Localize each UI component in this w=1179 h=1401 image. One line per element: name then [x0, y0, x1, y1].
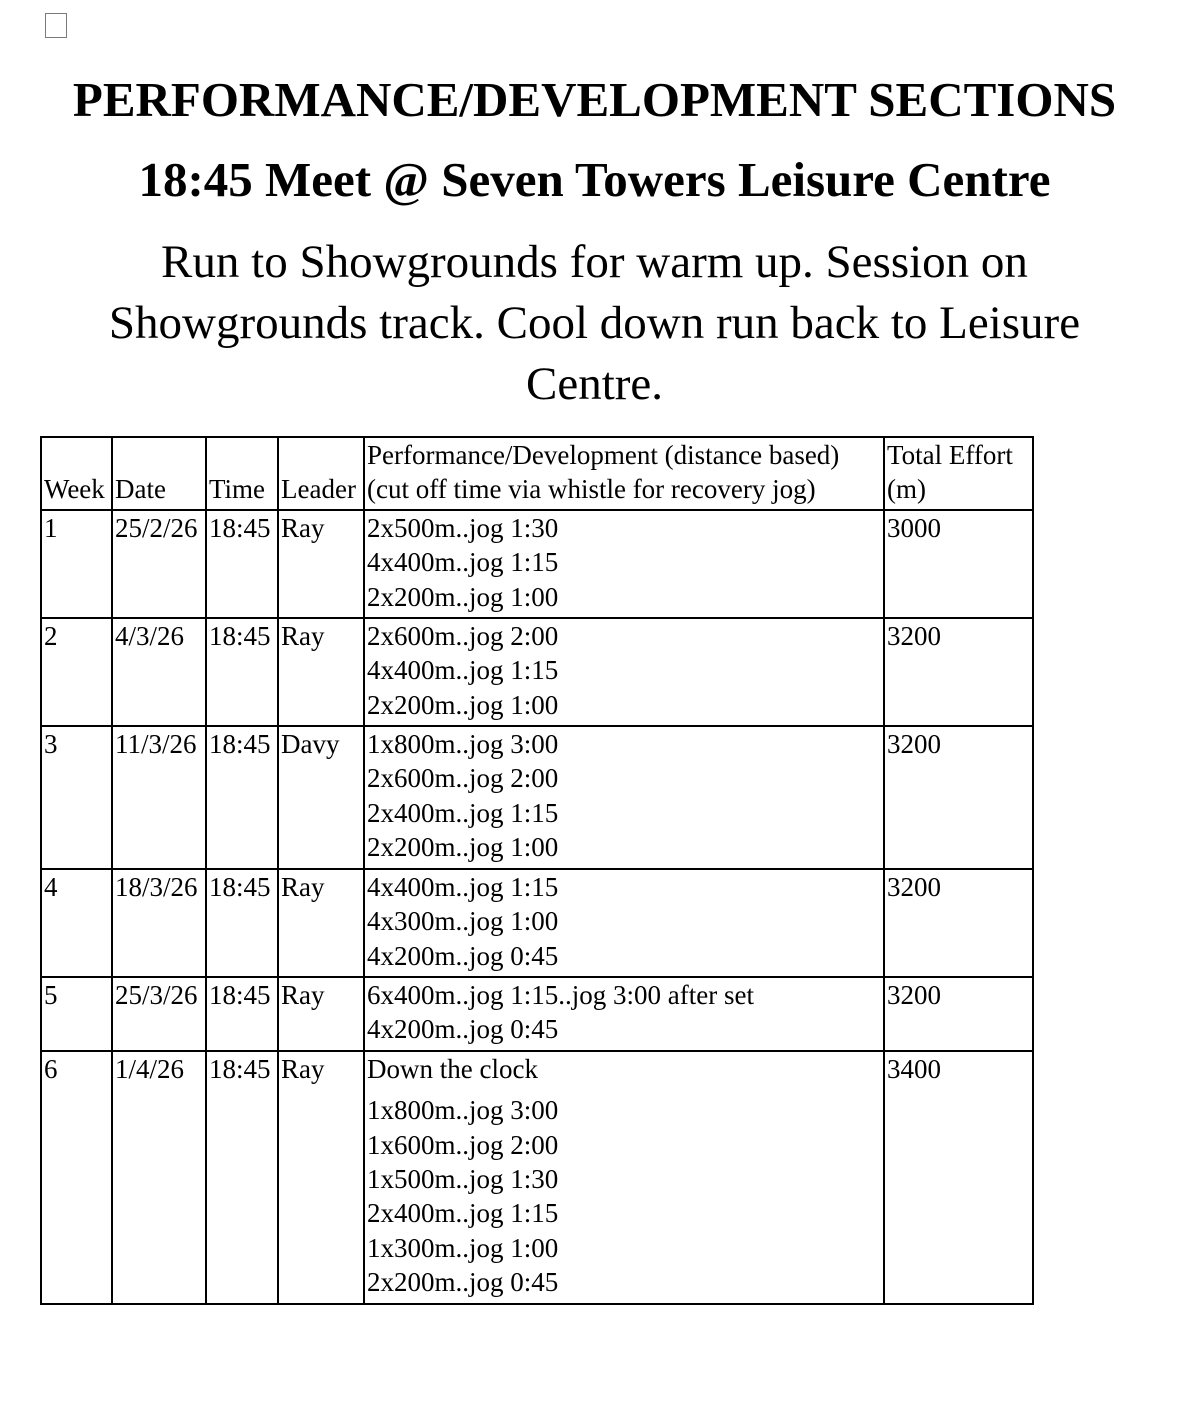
table-row	[41, 977, 1033, 1051]
session-line: 4x300m..jog 1:00	[367, 906, 559, 937]
cell-week: 2	[41, 618, 112, 726]
cell-leader: Ray	[278, 618, 364, 726]
cell-leader: Ray	[278, 869, 364, 977]
cell-session	[364, 977, 884, 1051]
header-week: Week	[41, 437, 112, 510]
header-time: Time	[206, 437, 278, 510]
cell-total-effort: 3200	[884, 726, 1033, 869]
header-total-effort	[884, 437, 1033, 510]
cell-total-effort: 3400	[884, 1051, 1033, 1304]
cell-total-effort: 3200	[884, 869, 1033, 977]
cell-time: 18:45	[206, 726, 278, 869]
cell-time: 18:45	[206, 977, 278, 1051]
cell-total-effort: 3200	[884, 977, 1033, 1051]
session-line: 2x400m..jog 1:15	[367, 797, 559, 828]
session-line: 4x400m..jog 1:15	[367, 547, 559, 578]
session-line: 4x400m..jog 1:15	[367, 655, 559, 686]
session-line: 1x800m..jog 3:00	[367, 728, 559, 759]
cell-session	[364, 1051, 884, 1304]
cell-session	[364, 869, 884, 977]
document-checkbox[interactable]	[45, 13, 67, 38]
page-title: PERFORMANCE/DEVELOPMENT SECTIONS	[72, 72, 1117, 127]
cell-week: 1	[41, 510, 112, 618]
table-row	[41, 618, 1033, 726]
session-line: 1x500m..jog 1:30	[367, 1164, 559, 1195]
cell-date: 1/4/26	[112, 1051, 206, 1304]
session-line: 2x400m..jog 1:15	[367, 1198, 559, 1229]
session-heading: Down the clock	[367, 1053, 538, 1084]
cell-week: 5	[41, 977, 112, 1051]
cell-session	[364, 510, 884, 618]
table-row	[41, 869, 1033, 977]
session-description: Run to Showgrounds for warm up. Session on Showgrounds track. Cool down run back to Leisure Centre.	[108, 236, 1081, 410]
table-row	[41, 1051, 1033, 1304]
cell-time: 18:45	[206, 618, 278, 726]
header-date: Date	[112, 437, 206, 510]
cell-time: 18:45	[206, 510, 278, 618]
cell-week: 4	[41, 869, 112, 977]
header-effort-line1: Total Effort	[887, 440, 1013, 470]
cell-leader: Ray	[278, 1051, 364, 1304]
cell-time: 18:45	[206, 869, 278, 977]
header-session	[364, 437, 884, 510]
session-line: 2x600m..jog 2:00	[367, 763, 559, 794]
cell-total-effort: 3000	[884, 510, 1033, 618]
session-line: 4x200m..jog 0:45	[367, 940, 559, 971]
schedule-table	[40, 436, 1034, 1305]
session-line: 1x800m..jog 3:00	[367, 1095, 559, 1126]
session-line: 2x600m..jog 2:00	[367, 620, 559, 651]
cell-leader: Ray	[278, 977, 364, 1051]
cell-time: 18:45	[206, 1051, 278, 1304]
session-line: 1x300m..jog 1:00	[367, 1232, 559, 1263]
cell-leader: Ray	[278, 510, 364, 618]
session-line: 2x200m..jog 1:00	[367, 832, 559, 863]
table-row	[41, 510, 1033, 618]
cell-session	[364, 726, 884, 869]
meeting-subtitle: 18:45 Meet @ Seven Towers Leisure Centre	[138, 152, 1051, 207]
table-row	[41, 726, 1033, 869]
session-line: 2x200m..jog 1:00	[367, 581, 559, 612]
cell-week: 6	[41, 1051, 112, 1304]
cell-date: 25/2/26	[112, 510, 206, 618]
cell-leader: Davy	[278, 726, 364, 869]
cell-total-effort: 3200	[884, 618, 1033, 726]
session-line: 2x500m..jog 1:30	[367, 512, 559, 543]
header-session-line2: (cut off time via whistle for recovery jog)	[367, 474, 816, 505]
cell-session	[364, 618, 884, 726]
table-header-row	[41, 437, 1033, 510]
session-line: 2x200m..jog 1:00	[367, 689, 559, 720]
header-session-line1: Performance/Development (distance based)	[367, 440, 840, 470]
cell-date: 4/3/26	[112, 618, 206, 726]
session-line: 6x400m..jog 1:15..jog 3:00 after set	[367, 979, 754, 1010]
cell-date: 25/3/26	[112, 977, 206, 1051]
cell-week: 3	[41, 726, 112, 869]
session-line: 4x200m..jog 0:45	[367, 1014, 559, 1045]
header-leader: Leader	[278, 437, 364, 510]
session-line: 1x600m..jog 2:00	[367, 1129, 559, 1160]
session-line: 4x400m..jog 1:15	[367, 871, 559, 902]
session-line: 2x200m..jog 0:45	[367, 1267, 559, 1298]
cell-date: 11/3/26	[112, 726, 206, 869]
cell-date: 18/3/26	[112, 869, 206, 977]
header-effort-line2: (m)	[887, 474, 926, 505]
